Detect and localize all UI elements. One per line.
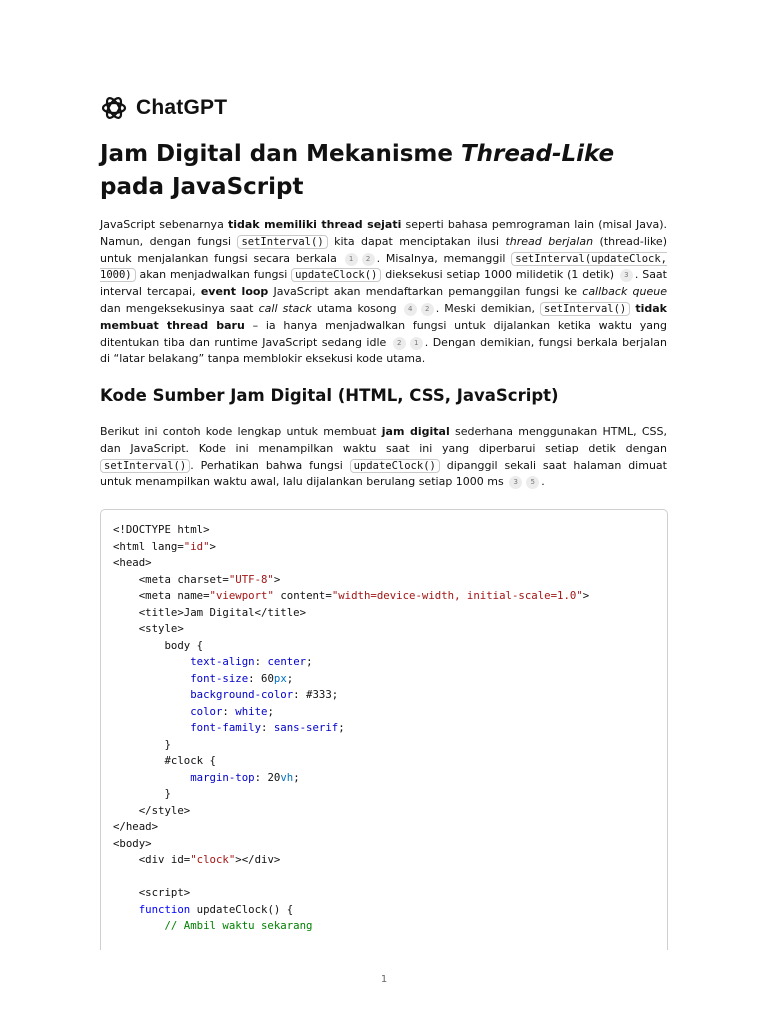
code-content: <!DOCTYPE html> <html lang="id"> <head> <meta charset="UTF-8"> <meta name="viewport" content="width=device-width, initial-scale=1.0"> <title>Jam Digital</title> <style> body { text-align: center; font-size: 60px; background-color: #333; color: white; font-family: sans-serif; } #clock { margin-top: 20vh; } </style> </head> <body> <div id="clock"></div> <script> function updateClock() { // Ambil waktu sekarang	[113, 523, 590, 932]
page-number: 1	[380, 974, 388, 985]
section-heading: Kode Sumber Jam Digital (HTML, CSS, JavaScript)	[100, 386, 559, 405]
inline-code: setInterval()	[540, 302, 630, 316]
citation-badge[interactable]: 3	[509, 476, 522, 489]
citation-badge[interactable]: 1	[410, 337, 423, 350]
citation-badge[interactable]: 5	[526, 476, 539, 489]
code-block[interactable]	[100, 509, 668, 950]
brand-name: ChatGPT	[136, 96, 228, 119]
citation-badge[interactable]: 2	[393, 337, 406, 350]
page-title: Jam Digital dan Mekanisme Thread-Like pada JavaScript	[100, 141, 615, 200]
inline-code: updateClock()	[291, 268, 381, 282]
inline-code: setInterval()	[237, 235, 327, 249]
citation-badge[interactable]: 2	[362, 253, 375, 266]
citation-badge[interactable]: 2	[421, 303, 434, 316]
citation-badge[interactable]: 4	[404, 303, 417, 316]
inline-code: setInterval()	[100, 459, 190, 473]
inline-code: updateClock()	[350, 459, 440, 473]
brand-header	[100, 94, 227, 122]
intro-paragraph: JavaScript sebenarnya tidak memiliki thread sejati seperti bahasa pemrograman lain (misal Java). Namun, dengan fungsi setInterval() kita dapat menciptakan ilusi thread berjalan (thread-like) untuk menjalankan fungsi secara berkala 1 2 . Misalnya, memanggil setInterval(updateClock, 1000) akan menjadwalkan fungsi updateClock() dieksekusi setiap 1000 milidetik (1 detik) 3 . Saat interval tercapai, event loop JavaScript akan mendaftarkan pemanggilan fungsi ke callback queue dan mengeksekusinya saat call stack utama kosong 4 2 . Meski demikian, setInterval() tidak membuat thread baru – ia hanya menjadwalkan fungsi untuk dijalankan ketika waktu yang ditentukan tiba dan runtime JavaScript sedang idle 2 1 . Dengan demikian, fungsi berkala berjalan di “latar belakang” tanpa memblokir eksekusi kode utama.	[100, 218, 667, 366]
citation-badge[interactable]: 1	[345, 253, 358, 266]
chatgpt-logo-icon	[100, 94, 128, 122]
inline-code: setInterval(updateClock, 1000)	[100, 252, 667, 282]
citation-badge[interactable]: 3	[620, 269, 633, 282]
code-intro-paragraph: Berikut ini contoh kode lengkap untuk membuat jam digital sederhana menggunakan HTML, CSS, dan JavaScript. Kode ini menampilkan waktu saat ini yang diperbarui setiap detik dengan setInterval() . Perhatikan bahwa fungsi updateClock() dipanggil sekali saat halaman dimuat untuk menampilkan waktu awal, lalu dijalankan berulang setiap 1000 ms 3 5 .	[100, 425, 667, 489]
